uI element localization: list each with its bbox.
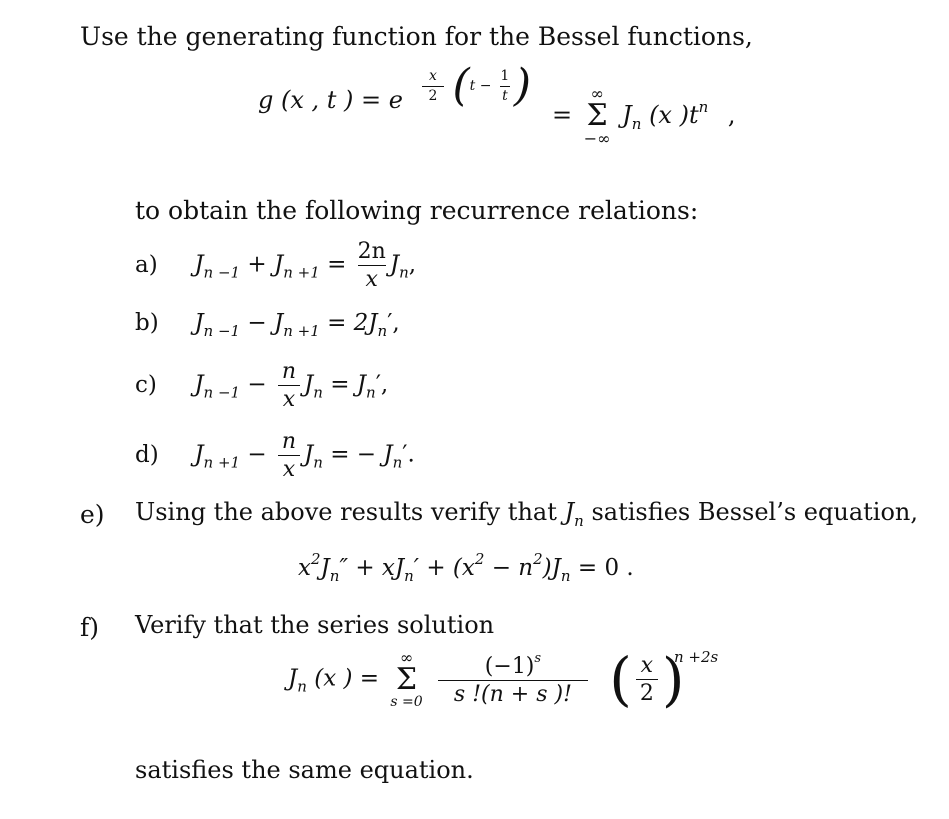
- relation-d-lhs: J: [194, 441, 204, 468]
- part-e-text: [135, 500, 918, 529]
- relation-d-fraction: [278, 430, 300, 481]
- gen-comma: ,: [727, 100, 736, 129]
- part-f-text: Verify that the series solution: [135, 611, 495, 639]
- series-num: [485, 652, 541, 678]
- relation-d: [135, 430, 415, 481]
- relation-a-fraction: [358, 240, 386, 291]
- part-e-j-sub: n: [574, 512, 584, 530]
- gen-exp-inner-num: 1: [500, 67, 510, 84]
- bessel-sup2: 2: [474, 550, 485, 568]
- relation-c-bar: [278, 385, 300, 386]
- relation-c-lhs: J: [194, 371, 204, 398]
- gen-sum-lower: −∞: [583, 128, 611, 148]
- gen-exp-den: 2: [428, 87, 438, 104]
- part-e-text-b: satisfies Bessel’s equation,: [591, 498, 918, 526]
- series-open-paren: (: [609, 645, 632, 714]
- bessel-p2: ′ + (x: [413, 555, 475, 581]
- gen-sum-upper: ∞: [590, 84, 604, 103]
- part-e-label: e): [80, 500, 105, 529]
- part-e-text-a: Using the above results verify that: [135, 498, 557, 526]
- relation-c-minus: −: [247, 371, 267, 398]
- series-sum-upper: ∞: [399, 648, 414, 667]
- relation-d-rhs: = − J: [330, 441, 393, 468]
- series-lhs-tail: (x ) =: [314, 665, 380, 692]
- relation-d-minus: −: [247, 441, 267, 468]
- intro-text: Use the generating function for the Bessel functions,: [80, 22, 753, 51]
- part-f-label: f): [80, 613, 100, 642]
- relation-b-sub2: n +1: [283, 322, 320, 340]
- relation-d-num: n: [281, 429, 297, 454]
- generating-function-equation: [258, 88, 403, 112]
- gen-rhs-sub: n: [631, 114, 642, 133]
- relation-a-sub1: n −1: [203, 263, 241, 282]
- relation-b-end: ′,: [387, 310, 400, 336]
- gen-exp-inner-bar: [500, 86, 510, 87]
- relation-c-sub2: n: [313, 383, 323, 402]
- bessel-p3: − n: [491, 555, 534, 581]
- gen-exponent: [418, 60, 532, 111]
- series-lhs-sub: n: [297, 677, 307, 696]
- relation-c: [135, 360, 388, 411]
- series-lhs: J: [288, 665, 298, 692]
- relation-c-sub3: n: [366, 383, 376, 402]
- bessel-j1: J: [320, 555, 330, 581]
- gen-exp-close-paren: ): [513, 60, 532, 111]
- obtain-text: to obtain the following recurrence relations:: [135, 196, 699, 225]
- relation-d-end: ′.: [402, 441, 415, 468]
- relation-b-label: b): [135, 310, 159, 336]
- gen-exp-fraction: [422, 69, 444, 103]
- series-solution: [288, 645, 685, 714]
- series-paren-num: x: [640, 652, 654, 678]
- part-e-j: J: [564, 498, 575, 526]
- bessel-s3: n: [560, 567, 571, 585]
- series-num-sup: s: [534, 651, 542, 667]
- gen-exp-bar: [422, 86, 444, 87]
- series-sum-lower: s =0: [390, 693, 423, 710]
- bessel-p1: ″ + xJ: [339, 555, 405, 581]
- relation-a-lhs: J: [194, 251, 204, 278]
- relation-d-sub2: n: [313, 453, 323, 472]
- relation-b-rhs: = 2J: [327, 310, 378, 336]
- gen-rhs: [552, 86, 736, 147]
- relation-a-label: a): [135, 251, 158, 278]
- relation-d-bar: [278, 455, 300, 456]
- gen-exp-num: x: [429, 67, 437, 84]
- bessel-x: x: [298, 555, 311, 581]
- series-num-text: (−1): [484, 654, 535, 680]
- relation-d-j: J: [304, 441, 314, 468]
- relation-a-num: 2n: [357, 239, 386, 264]
- series-fraction: [438, 652, 588, 706]
- gen-exp-inner-t: t −: [469, 78, 492, 94]
- series-den: s !(n + s )!: [453, 682, 572, 708]
- relation-a-sub2: n +1: [283, 263, 320, 282]
- gen-exp-inner-fraction: [500, 69, 510, 103]
- relation-a-rhs: J: [389, 251, 400, 278]
- relation-a-bar: [358, 265, 386, 266]
- relation-a: [135, 240, 416, 291]
- bessel-sup3: 2: [533, 550, 543, 568]
- gen-sum-symbol: Σ: [586, 98, 608, 133]
- series-bar: [438, 680, 588, 681]
- relation-b-lhs: J: [194, 310, 204, 336]
- bessel-equation: [298, 552, 634, 584]
- relation-c-den: x: [282, 387, 296, 413]
- relation-b-sub3: n: [377, 322, 388, 340]
- gen-eq: =: [552, 100, 573, 129]
- gen-lhs: g (x , t ) = e: [258, 86, 403, 114]
- relation-a-eq: =: [327, 251, 347, 278]
- gen-rhs-j: J: [622, 100, 632, 129]
- closing-text: satisfies the same equation.: [135, 756, 474, 784]
- relation-b-minus: − J: [247, 310, 284, 336]
- relation-c-fraction: [278, 360, 300, 411]
- relation-d-sub1: n +1: [203, 453, 241, 472]
- gen-rhs-sup: n: [698, 97, 709, 116]
- gen-rhs-tail: (x )t: [649, 100, 699, 129]
- relation-c-end: ′,: [375, 371, 389, 398]
- series-paren-bar: [636, 679, 658, 680]
- relation-a-end: ,: [408, 251, 417, 278]
- series-sum-symbol: Σ: [395, 662, 418, 697]
- relation-d-den: x: [282, 457, 296, 483]
- series-close-paren: ): [661, 645, 685, 714]
- gen-sum: [584, 86, 611, 147]
- relation-a-den: x: [365, 267, 378, 293]
- series-paren-den: 2: [639, 680, 654, 706]
- bessel-sup1: 2: [310, 550, 321, 568]
- relation-a-plus: + J: [247, 251, 284, 278]
- relation-a-sub3: n: [399, 263, 409, 282]
- series-paren-fraction: [636, 654, 658, 705]
- relation-c-rhs: = J: [330, 371, 367, 398]
- relation-c-label: c): [135, 371, 157, 398]
- bessel-p4: )J: [542, 555, 561, 581]
- relation-b: [135, 312, 400, 339]
- relation-c-num: n: [281, 359, 297, 384]
- bessel-s2: n: [404, 567, 414, 585]
- relation-c-sub1: n −1: [203, 383, 241, 402]
- bessel-end: = 0 .: [577, 555, 634, 581]
- series-power: n +2s: [674, 648, 719, 666]
- relation-d-label: d): [135, 441, 159, 468]
- gen-exp-inner-den: t: [502, 87, 508, 104]
- relation-d-sub3: n: [392, 453, 403, 472]
- series-sum: [390, 650, 422, 709]
- bessel-s1: n: [329, 567, 340, 585]
- relation-b-sub1: n −1: [203, 322, 241, 340]
- relation-c-j: J: [304, 371, 314, 398]
- gen-exp-open-paren: (: [452, 60, 470, 111]
